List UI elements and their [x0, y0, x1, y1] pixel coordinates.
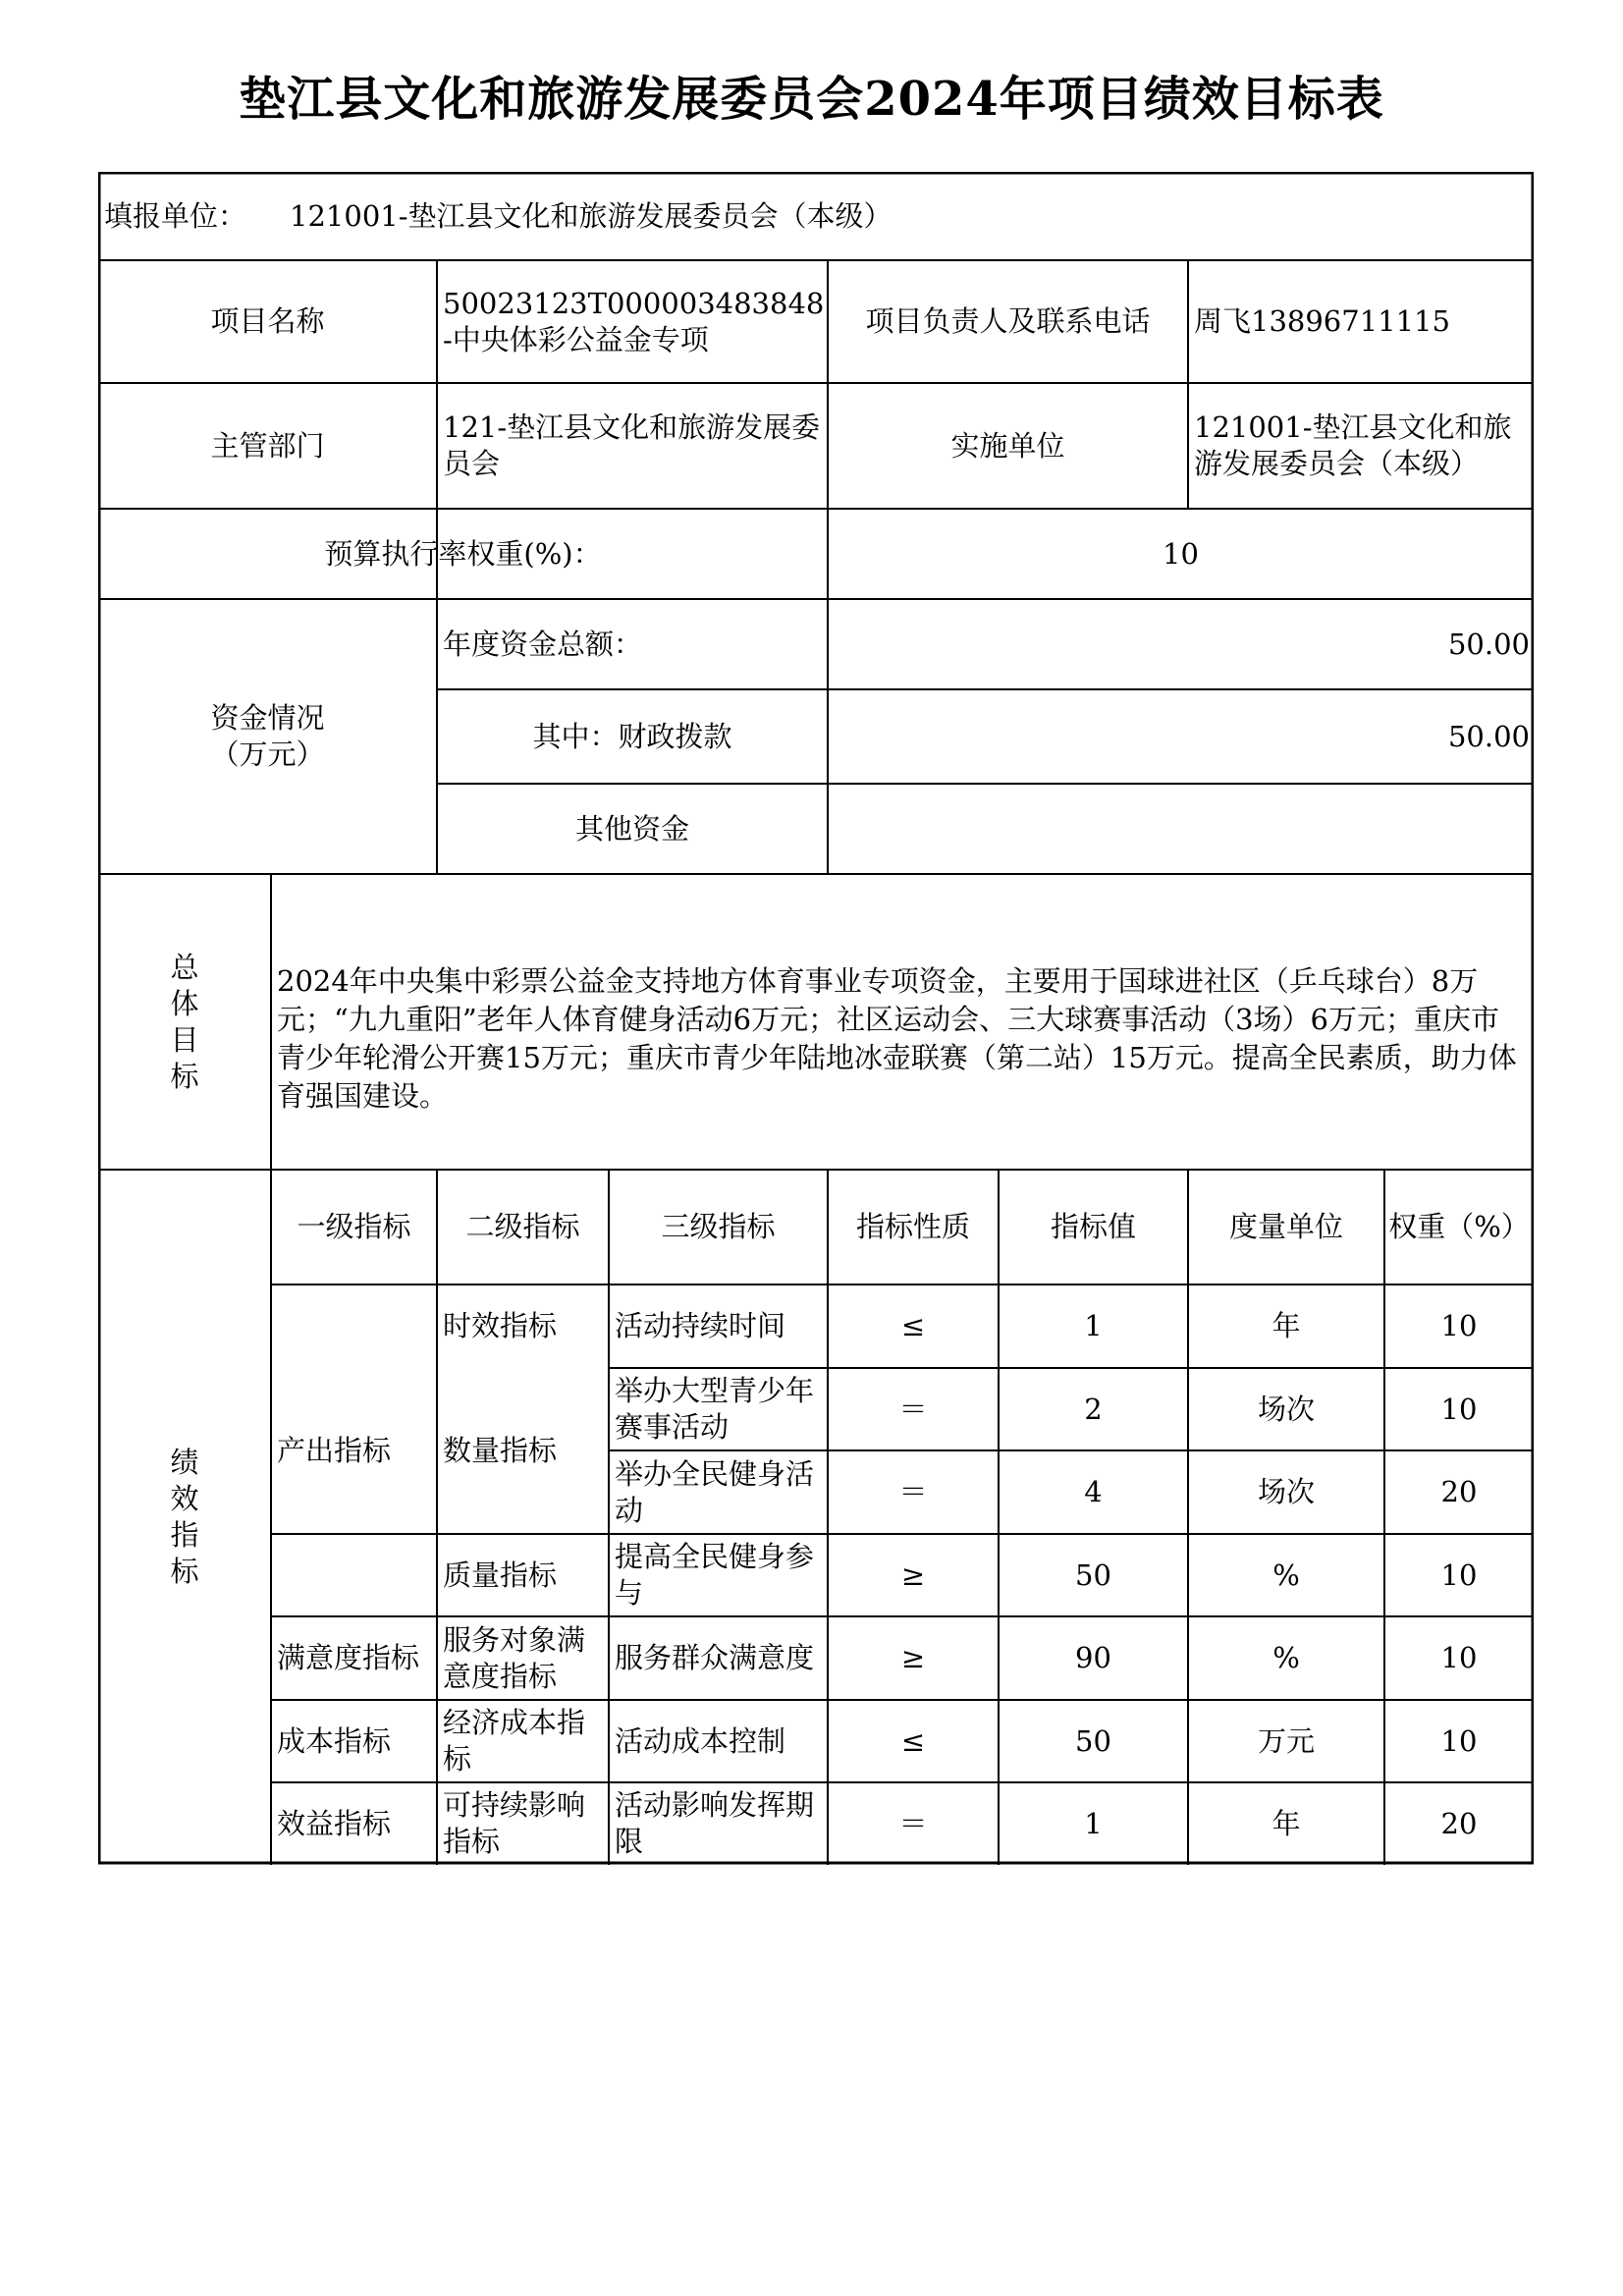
reporting-unit-label: 填报单位： — [104, 198, 247, 233]
table-row-nature: ≤ — [900, 1309, 926, 1342]
table-row-level3: 活动持续时间 — [615, 1309, 786, 1342]
table-row-value: 90 — [1075, 1641, 1111, 1674]
table-row-weight: 20 — [1440, 1806, 1478, 1840]
table-row-weight: 10 — [1440, 1309, 1478, 1342]
level1-output: 产出指标 — [277, 1433, 392, 1467]
table-row-unit: 场次 — [1257, 1475, 1315, 1508]
budget-rate-label: 预算执行率权重(%)： — [324, 536, 602, 571]
level2-quality: 质量指标 — [443, 1558, 558, 1592]
funds-label: 资金情况（万元） — [210, 701, 325, 771]
annual-total-value: 50.00 — [1447, 627, 1530, 661]
table-row-weight: 20 — [1440, 1475, 1478, 1508]
table-row-weight: 10 — [1440, 1641, 1478, 1674]
header-value: 指标值 — [1050, 1210, 1136, 1243]
level1-benefit: 效益指标 — [277, 1806, 392, 1840]
implementing-unit-label: 实施单位 — [950, 428, 1065, 463]
other-funds-value — [828, 784, 1534, 874]
reporting-unit-row — [98, 172, 1534, 260]
table-row-nature: ≥ — [900, 1558, 926, 1592]
level2-service-satisfaction: 服务对象满意度指标 — [443, 1622, 586, 1693]
contact-label: 项目负责人及联系电话 — [865, 304, 1151, 338]
table-row-nature: ＝ — [898, 1806, 928, 1840]
project-name-label: 项目名称 — [210, 304, 325, 338]
reporting-unit-value: 121001-垫江县文化和旅游发展委员会（本级） — [290, 198, 893, 233]
table-row-value: 50 — [1075, 1723, 1111, 1758]
table-row-nature: ＝ — [898, 1475, 928, 1508]
performance-indicators-label: 绩效指标 — [170, 1446, 199, 1588]
table-row-weight: 10 — [1440, 1392, 1478, 1426]
level1-cost: 成本指标 — [277, 1723, 392, 1758]
header-weight: 权重（%） — [1388, 1210, 1530, 1243]
annual-total-label: 年度资金总额： — [443, 627, 643, 661]
header-level2: 二级指标 — [465, 1210, 580, 1243]
table-row-level3: 举办大型青少年赛事活动 — [615, 1374, 815, 1444]
table-row-nature: ＝ — [898, 1392, 928, 1426]
implementing-unit-value: 121001-垫江县文化和旅游发展委员会（本级） — [1194, 410, 1512, 480]
table-row-weight: 10 — [1440, 1558, 1478, 1592]
budget-rate-value: 10 — [1163, 536, 1199, 571]
table-row-value: 50 — [1075, 1558, 1111, 1592]
performance-target-table — [98, 172, 1534, 1865]
table-row-nature: ≤ — [900, 1723, 926, 1758]
level1-satisfaction: 满意度指标 — [277, 1641, 420, 1674]
level2-timeliness: 时效指标 — [443, 1309, 558, 1342]
table-row-unit: 年 — [1271, 1309, 1301, 1342]
table-row-unit: 万元 — [1257, 1723, 1315, 1758]
contact-value: 周飞13896711115 — [1194, 304, 1450, 338]
table-row-value: 4 — [1084, 1475, 1103, 1508]
table-row-level3: 活动影响发挥期限 — [615, 1788, 815, 1858]
project-name-value: 50023123T000003483848-中央体彩公益金专项 — [443, 286, 825, 356]
table-row-level3: 服务群众满意度 — [615, 1641, 815, 1674]
table-row-unit: % — [1272, 1641, 1300, 1674]
table-row-value: 1 — [1084, 1309, 1103, 1342]
header-level3: 三级指标 — [661, 1210, 776, 1243]
page-title: 垫江县文化和旅游发展委员会2024年项目绩效目标表 — [239, 72, 1384, 127]
table-row-value: 2 — [1084, 1392, 1103, 1426]
other-funds-label: 其他资金 — [574, 811, 689, 846]
level2-sustainable-impact: 可持续影响指标 — [443, 1788, 586, 1858]
overall-goal-label: 总体目标 — [170, 950, 199, 1093]
table-row-unit: 年 — [1271, 1806, 1301, 1840]
level2-quantity: 数量指标 — [443, 1434, 558, 1467]
header-nature: 指标性质 — [855, 1210, 970, 1243]
table-row-level3: 提高全民健身参与 — [615, 1540, 815, 1610]
table-row-value: 1 — [1084, 1806, 1103, 1840]
table-row-unit: % — [1272, 1558, 1300, 1592]
overall-goal-text: 2024年中央集中彩票公益金支持地方体育事业专项资金，主要用于国球进社区（乒乓球台）8万元；“九九重阳”老年人体育健身活动6万元；社区运动会、三大球赛事活动（3场）6万元；重庆市青少年轮滑公开赛15万元；重庆市青少年陆地冰壶联赛（第二站）15万元。提高全民素质，助力体育强国建设。 — [277, 964, 1517, 1113]
fiscal-allocation-label: 其中：财政拨款 — [532, 719, 732, 753]
table-row-weight: 10 — [1440, 1723, 1478, 1758]
table-row-unit: 场次 — [1257, 1392, 1315, 1426]
level2-economic-cost: 经济成本指标 — [443, 1706, 586, 1776]
header-unit: 度量单位 — [1228, 1210, 1343, 1243]
fiscal-allocation-value: 50.00 — [1447, 719, 1530, 753]
header-level1: 一级指标 — [297, 1210, 411, 1243]
supervising-dept-label: 主管部门 — [210, 428, 325, 463]
supervising-dept-value: 121-垫江县文化和旅游发展委员会 — [443, 410, 821, 480]
table-row-level3: 举办全民健身活动 — [615, 1456, 815, 1527]
table-row-nature: ≥ — [900, 1641, 926, 1674]
table-row-level3: 活动成本控制 — [615, 1723, 786, 1758]
